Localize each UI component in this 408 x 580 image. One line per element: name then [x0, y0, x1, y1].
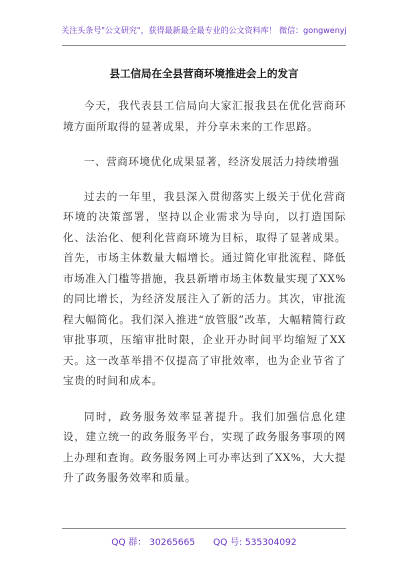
intro-paragraph: 今天，我代表县工信局向大家汇报我县在优化营商环境方面所取得的显著成果，并分享未来的工作思路。: [63, 100, 346, 133]
body-paragraph: 过去的一年里，我县深入贯彻落实上级关于优化营商环境的决策部署，坚持以企业需求为导向，以打造国际化、法治化、便利化营商环境为目标，取得了显著成果。首先，市场主体数量大幅增长。通过简化审批流程、降低市场准入门槛等措施，我县新增市场主体数量实现了XX%的同比增长，为经济发展注入了新的活力。其次，审批流程大幅简化。我们深入推进“放管服”改革，大幅精简行政审批事项，压缩审批时限，企业开办时间平均缩短了XX天。这一改革举措不仅提高了审批效率，也为企业节省了宝贵的时间和成本。: [63, 190, 346, 387]
header-note: 关注头条号"公文研究"，获得最新最全最专业的公文资料库！ 微信：gongwenyj: [61, 26, 347, 35]
header-divider: [62, 45, 346, 46]
section-heading: 一、营商环境优化成果显著，经济发展活力持续增强: [84, 156, 340, 168]
qq-number: QQ 号: 535304092: [213, 538, 297, 548]
qq-group-number: QQ 群： 30265665: [111, 538, 196, 548]
footer-contacts: [0, 535, 408, 548]
document-title: 县工信局在全县营商环境推进会上的发言: [109, 68, 299, 80]
body-paragraph: 同时，政务服务效率显著提升。我们加强信息化建设，建立统一的政务服务平台，实现了政务服务事项的网上办理和查询。政务服务网上可办率达到了XX%，大大提升了政务服务效率和质量。: [63, 410, 346, 484]
document-body: [63, 96, 346, 504]
footer-divider: [62, 528, 346, 529]
